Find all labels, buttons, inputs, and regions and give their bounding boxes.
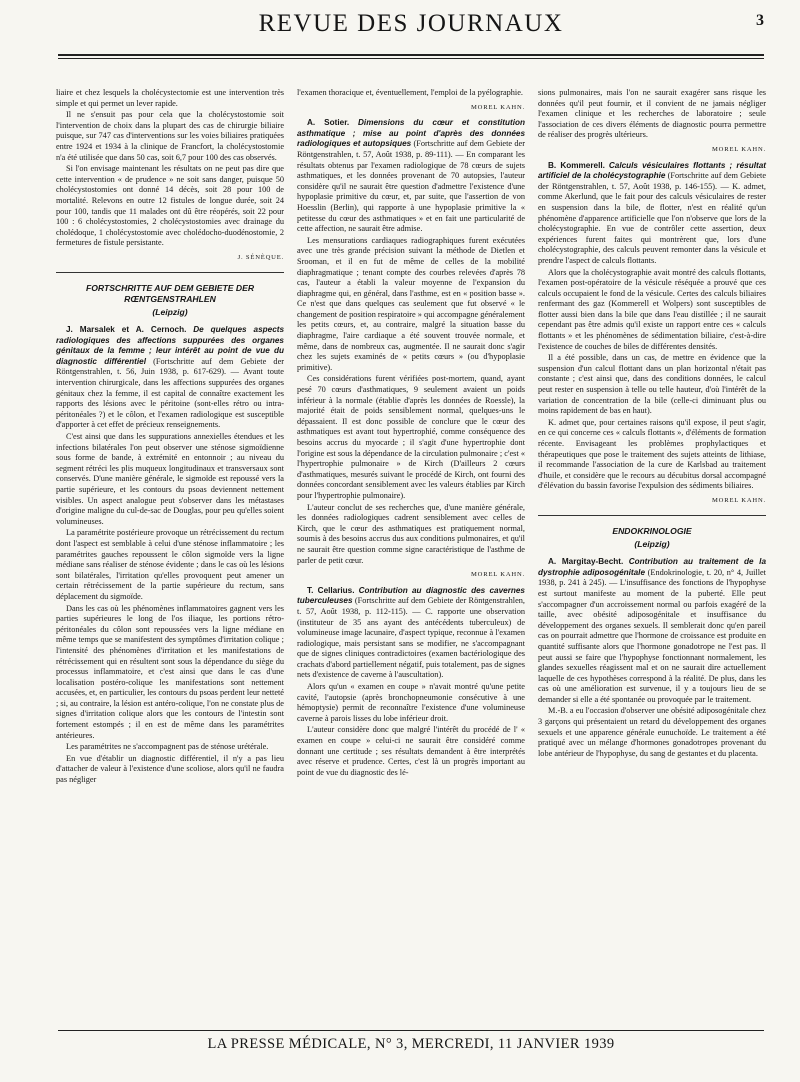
article-title: Calculs vésiculaires flottants ; résultat artificiel de la cholécystographie xyxy=(538,160,766,181)
paragraph: sions pulmonaires, mais l'on ne saurait exagérer sans risque les données qu'il peut fournir, et il convient de ne jamais négliger l'examen clinique et les recherches de laboratoire ; seule l'association de ces divers éléments de diagnostic pourra permettre de réaliser des progrès ultérieurs. xyxy=(538,88,766,140)
paragraph: Alors qu'un « examen en coupe » n'avait montré qu'une petite cavité, l'autopsie (après bronchopneumonie consécutive à une hémoptysie) permit de reconnaître l'existence d'une volumineuse caverne à parois lisses du lobe inférieur droit. xyxy=(297,682,525,723)
paragraph: Alors que la cholécystographie avait montré des calculs flottants, l'examen post-opératoire de la vésicule réséquée a prouvé que ces calculs occupaient le fond de la vésicule. Certes des calculs biliaires renfermant des gaz (Kommerell et Wolpers) sont susceptibles de flotter aussi bien dans la bile que dans l'eau distillée ; il ne saurait cependant pas être admis qu'il existe un rapport entre ces « calculs flottants » et les phénomènes de sédimentation biliaire, c'est-à-dire l'existence de couches de biles de différentes densités. xyxy=(538,267,766,351)
article-abstract xyxy=(56,325,284,431)
paragraph: L'auteur conclut de ses recherches que, d'une manière générale, les données radiologiques cadrent sensiblement avec celles de Kirch, que le cœur des asthmatiques est pratiquement normal, soumis à des besoins accrus dus aux conditions pulmonaires, et qu'il ne saurait être question comme signe caractéristique de l'asthme de parler de petit cœur. xyxy=(297,502,525,565)
section-divider xyxy=(56,272,284,273)
column-right xyxy=(538,88,766,760)
article-reference: (Endokrinologie, t. 20, n° 4, Juillet 1938, p. 241 à 245). — L'insuffisance des fonctions de l'hypophyse est surtout manifeste au moment de la puberté. Elle peut s'accompagner d'un accroissement normal ou parfois exagéré de la taille, avec obésité adiposogénitale et insuffisance du développement des organes sexuels. Il semblerait donc qu'en pareil cas on pourrait admettre que l'hormone de croissance est produite en quantité suffisante alors que l'hormone gonadotrope ne l'est pas. Il peut aussi se faire que l'hypophyse fonctionnant normalement, les glandes sexuelles réagissent mal et on ne saurait dire actuellement laquelle de ces hypothèses correspond à la réalité. De plus, dans les cas où une amélioration est survenue, il y a toujours lieu de se demander si elle a été spontanée ou provoquée par le traitement. xyxy=(538,567,766,704)
paragraph: En vue d'établir un diagnostic différentiel, il n'y a pas lieu d'attacher de valeur à l'existence d'une scoliose, alors qu'il ne faudra pas négliger xyxy=(56,753,284,785)
author-signature: MOREL KAHN. xyxy=(712,496,766,504)
article-title: De quelques aspects radiologiques des affections suppurées des organes génitaux de la femme ; leur intérêt au point de vue du diagnostic différentiel xyxy=(56,325,285,366)
column-middle xyxy=(297,88,525,779)
article-authors: J. Marsalek et A. Cernoch. xyxy=(66,325,187,335)
author-signature: J. SÉNÈQUE. xyxy=(237,253,284,261)
section-heading: ENDOKRINOLOGIE xyxy=(612,525,692,536)
article-abstract xyxy=(538,161,766,267)
paragraph: L'auteur considère donc que malgré l'intérêt du procédé de l' « examen en coupe » celui-ci ne saurait être considéré comme donnant une certitude ; ses résultats demandent à être interprétés avec réserve et prudence. Certes, c'est là un progrès important au point de vue du diagnostic des lé- xyxy=(297,725,525,777)
paragraph: K. admet que, pour certaines raisons qu'il expose, il peut s'agir, en ce qui concerne ces « calculs flottants », d'éléments de formation récente. Envisageant les problèmes prophylactiques et thérapeutiques que pose le traitement des sujets atteints de lithiase, il recommande l'association de la cure de Karlsbad au traitement d'huile, et considère que le recours au décubitus dorsal accompagné d'élévation du bassin favorise l'expulsion des sédiments biliaires. xyxy=(538,417,766,491)
paragraph: Les mensurations cardiaques radiographiques furent exécutées avec une très grande précision suivant la méthode de Dietlen et Srooman, et il en fut de même de celles de la mobilité diaphragmatique ; tenant compte des courbes relevées d'après 78 cas, l'auteur a établi la valeur moyenne de l'expansion du diaphragme qui, en général, dans l'asthme, est en « position basse ». Ce n'est que dans quelques cas seulement que fut observé « le changement de position respiratoire » qui accompagne généralement les petits cœurs, et, au contraire, malgré la situation basse du diaphragme, l'aire cardiaque a été souvent trouvée normale, et même, dans de nombreux cas, augmentée. Il ne saurait donc s'agir chez les sujets examinés de « petits cœurs » (ou d'hypoplasie primitive). xyxy=(297,235,525,372)
article-reference: (Fortschritte auf dem Gebiete der Röntgenstrahlen, t. 57, Août 1938, p. 146-155). — K. admet, comme Akerlund, que le fait pour des calculs vésiculaires de rester en suspension dans la bile, de flotter, n'est en réalité qu'un phénomène d'apparence artificielle que l'on n'observe que lors de la cholécystographie. En vue de contrôler cette assertion, deux expériences furent faites qui montrèrent que, lors d'une cholécystographie, des calculs peuvent remonter dans la vésicule et prendre l'aspect de calculs flottants. xyxy=(538,171,767,265)
paragraph: Il a été possible, dans un cas, de mettre en évidence que la suspension d'un calcul flottant dans un plan horizontal n'était pas constante ; c'est ainsi que, dans des conditions données, le calcul peut rester en suspension à telle ou telle hauteur, d'où l'intérêt de la variation de concentration de la bile (celle-ci diminuant plus ou moins rapidement de bas en haut). xyxy=(538,353,766,416)
paragraph: C'est ainsi que dans les suppurations annexielles étendues et les infections bilatérales l'on peut observer une sténose sigmoïdienne sous forme de bande, à extrémité en entonnoir ; au niveau du segment rétréci les plis muqueux longitudinaux et transversaux sont conservés. D'une manière générale, le sigmoïde est repoussé vers la partie supérieure, et les contours du psoas deviennent nettement visibles. Un aspect analogue peut s'observer dans les métastases d'origine maligne du cul-de-sac de Douglas, pour peu qu'elles soient volumineuses. xyxy=(56,432,284,526)
paragraph: Ces considérations furent vérifiées post-mortem, quand, ayant pesé 70 cœurs d'asthmatiques, 9 seulement avaient un poids inférieur à la normale (établie d'après les données de Roessle), la majorité était de poids sensiblement normal, quelques-uns le dépassaient. Il est donc possible de conclure que le cœur des asthmatiques est avant tout hypertrophié, comme conséquence des besoins accrus du myocarde ; il s'agit d'une hypertrophie dont l'origine est sous la dépendance de la circulation pulmonaire ; c'est « l'hypertrophie pulmonaire » de Kirch (D'ailleurs 2 cœurs d'asthmatiques, mesurés suivant le procédé de Kirch, ont fourni des données concordant sensiblement avec les valeurs établies par Kirch pour l'hypertrophie pulmonaire). xyxy=(297,374,525,500)
paragraph: l'examen thoracique et, éventuellement, l'emploi de la pyélographie. xyxy=(297,88,523,97)
paragraph: La paramétrite postérieure provoque un rétrécissement du rectum dont l'aspect est semblable à celui d'une sténose inflammatoire ; les paramétrites gauches repoussent le côlon sigmoïde vers la ligne médiane sans réaliser de sténose évidente ; dans le cas où les lésions sont bilatérales, l'irritation qu'elles provoquent peut amener un certain rétrécissement de la partie supérieure du rectum, sans déplacement du sigmoïde. xyxy=(56,528,284,601)
paragraph: Les paramétrites ne s'accompagnent pas de sténose urétérale. xyxy=(66,742,269,752)
author-signature: MOREL KAHN. xyxy=(471,103,525,111)
article-abstract xyxy=(538,557,766,705)
paragraph: Dans les cas où les phénomènes inflammatoires gagnent vers les parties supérieures le long de l'os iliaque, les portions rétro-péritonéales du côlon sont repoussées vers la ligne médiane en même temps que se manifestent des symptômes d'irritation colique ; l'intensité des phénomènes d'irritation et les manifestations de rétrécissement qui en résultent sont sous la dépendance du siège du processus inflammatoire, et c'est ainsi que dans le cas d'une localisation postéro-colique les manifestations sont nettement accusées, et, en particulier, les contours du psoas perdent leur netteté ; si, au contraire, la lésion est antéro-colique, l'on ne constate plus de signes d'irritation colique alors que les contours de l'intestin sont fortement estompés ; il en est de même dans les paramétrites antérieures. xyxy=(56,603,284,740)
journal-section-title: REVUE DES JOURNAUX xyxy=(258,10,564,37)
section-heading: FORTSCHRITTE AUF DEM GEBIETE DER RŒNTGENSTRAHLEN xyxy=(85,282,255,304)
section-subheading: (Leipzig) xyxy=(152,306,188,317)
section-subheading: (Leipzig) xyxy=(634,538,670,549)
paragraph: Il ne s'ensuit pas pour cela que la cholécystostomie soit l'intervention de choix dans la plupart des cas de chirurgie biliaire puisque, sur 747 cas d'interventions sur les voies biliaires pratiquées entre 1924 et 1934 à la clinique de Francfort, la cholécystostomie n'a été utilisée que dans 50 cas, soit 6,7 pour 100 des cas observés. xyxy=(56,110,284,162)
article-authors: B. Kommerell. xyxy=(548,160,605,170)
section-divider xyxy=(538,515,766,516)
article-reference: (Fortschritte auf dem Gebiete der Röntgenstrahlen, t. 57, Août 1938, p. 112-115). — C. rapporte une observation (instituteur de 35 ans ayant des antécédents tuberculeux) de volumineuse image lacunaire, d'aspect typique, reconnue à l'examen radiologique, mais persistant sans se modifier, ne s'accompagnant que de signes cliniques contradictoires (examen bactériologique des crachats d'abord partiellement négatif, puis totalement, pas de signes nets d'existence de caverne à l'auscultation). xyxy=(297,596,525,680)
author-signature: MOREL KAHN. xyxy=(471,571,525,579)
article-reference: (Fortschritte auf dem Gebiete der Röntgenstrahlen, t. 57, Août 1938, p. 89-111). — En comparant les résultats obtenus par l'examen radiologique de 78 cœurs de sujets asthmatiques, et les données provenant de 70 autopsies, l'auteur considère qu'il ne saurait être question d'admettre l'existence d'une hypoplasie primitive du cœur, et, par suite, que l'assertion de von Hoesslin (Berlin), qui rapporte à une hypoplasie primitive la « petitesse du cœur des asthmatiques » et en fait une particularité de cette affection, ne saurait être admise. xyxy=(297,139,525,234)
column-left xyxy=(56,88,284,787)
paragraph: Si l'on envisage maintenant les résultats on ne peut pas dire que cette intervention « de prudence » ne soit sans danger, puisque 50 cholécystostomies ont donné 14 décès, soit 28 pour 100 de mortalité. Relevons en outre 12 fistules de longue durée, soit 24 pour 100, tandis que 11 malades ont dû être réopérés, soit 22 pour 100 : 6 cholécystostomies, 2 cholécystostomies avec drainage du cholédoque, 1 cholécystostomie avec cholédocho-duodénostomie, 2 fermetures de fistule persistante. xyxy=(56,164,284,248)
page-footer: LA PRESSE MÉDICALE, N° 3, MERCREDI, 11 JANVIER 1939 xyxy=(207,1036,615,1052)
article-reference: (Fortschritte auf dem Gebiete der Röntgenstrahlen, t. 56, Juin 1938, p. 617-629). — Avant toute intervention chirurgicale, dans les affections suppurées des organes génitaux chez la femme, il est capital de connaître exactement les rapports des lésions avec le péritoine (sont-elles rétro ou intra-péritonéales ?) et le côlon, et l'examen radiologique est susceptible d'apporter à cet effet de précieux renseignements. xyxy=(56,356,285,430)
article-title: Dimensions du cœur et constitution asthmatique ; mise au point d'après des données radiologiques et autopsiques xyxy=(297,118,525,149)
header-rule-thin xyxy=(58,58,764,59)
author-signature: MOREL KAHN. xyxy=(712,145,766,153)
article-authors: A. Sotier. xyxy=(307,118,350,128)
article-abstract xyxy=(297,118,525,235)
article-title: Contribution au diagnostic des cavernes tuberculeuses xyxy=(297,585,525,606)
page-header xyxy=(58,8,764,46)
header-rule xyxy=(58,54,764,56)
page-number: 3 xyxy=(756,12,764,29)
article-title: Contribution au traitement de la dystrophie adiposogénitale xyxy=(538,557,766,577)
article-authors: A. Margitay-Becht. xyxy=(548,557,624,567)
paragraph: liaire et chez lesquels la cholécystectomie est une intervention très simple et qui permet un lever rapide. xyxy=(56,88,284,108)
paragraph: M.-B. a eu l'occasion d'observer une obésité adiposogénitale chez 3 garçons qui présentaient un retard du développement des organes sexuels et une apparence générale eunuchoïde. Le traitement a été pratiqué avec un mélange d'hormones gonadotropes provenant du lobe antérieur de l'hypophyse, du sang de gestantes et du placenta. xyxy=(538,706,766,758)
article-authors: T. Cellarius. xyxy=(307,585,355,595)
footer-rule xyxy=(58,1030,764,1031)
article-abstract xyxy=(297,586,525,681)
